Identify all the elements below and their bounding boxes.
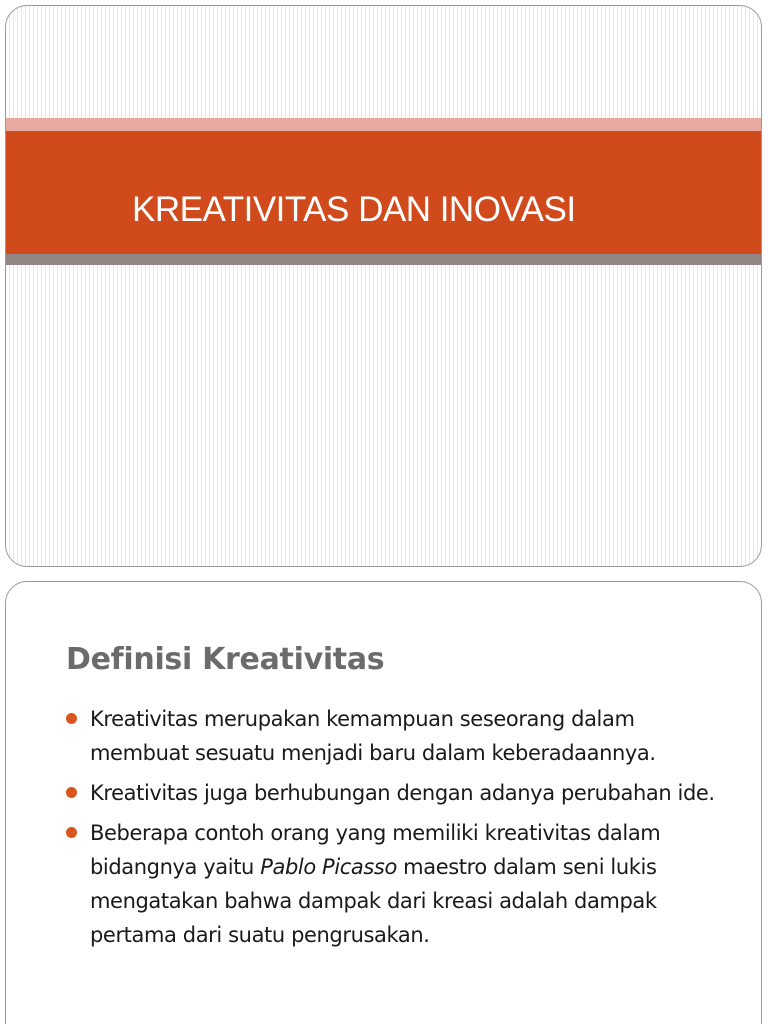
bullet-text: Kreativitas juga berhubungan dengan adanya perubahan ide. (90, 781, 715, 805)
bullet-text-part: maestro dalam seni lukis mengatakan bahwa dampak dari kreasi adalah dampak pertama dari suatu pengrusakan. (90, 855, 657, 947)
bullet-list (66, 702, 734, 958)
bullet-dot-icon (66, 713, 77, 724)
definition-slide (5, 581, 762, 1024)
slide-heading: Definisi Kreativitas (66, 642, 385, 677)
italic-name: Pablo Picasso (260, 855, 397, 879)
bullet-text-part: Beberapa contoh orang yang memiliki kreativitas dalam bidangnya yaitu (90, 821, 661, 879)
bullet-item (66, 776, 734, 810)
bullet-dot-icon (66, 827, 77, 838)
bullet-dot-icon (66, 787, 77, 798)
slide-title: KREATIVITAS DAN INOVASI (132, 190, 576, 229)
title-slide (5, 5, 762, 567)
title-bar-accent-bottom (6, 254, 761, 265)
title-bar-accent-top (6, 118, 761, 131)
bullet-item (66, 816, 734, 952)
bullet-item (66, 702, 734, 770)
bullet-text: Kreativitas merupakan kemampuan seseorang dalam membuat sesuatu menjadi baru dalam keberadaannya. (90, 707, 656, 765)
bullet-text (90, 816, 734, 952)
